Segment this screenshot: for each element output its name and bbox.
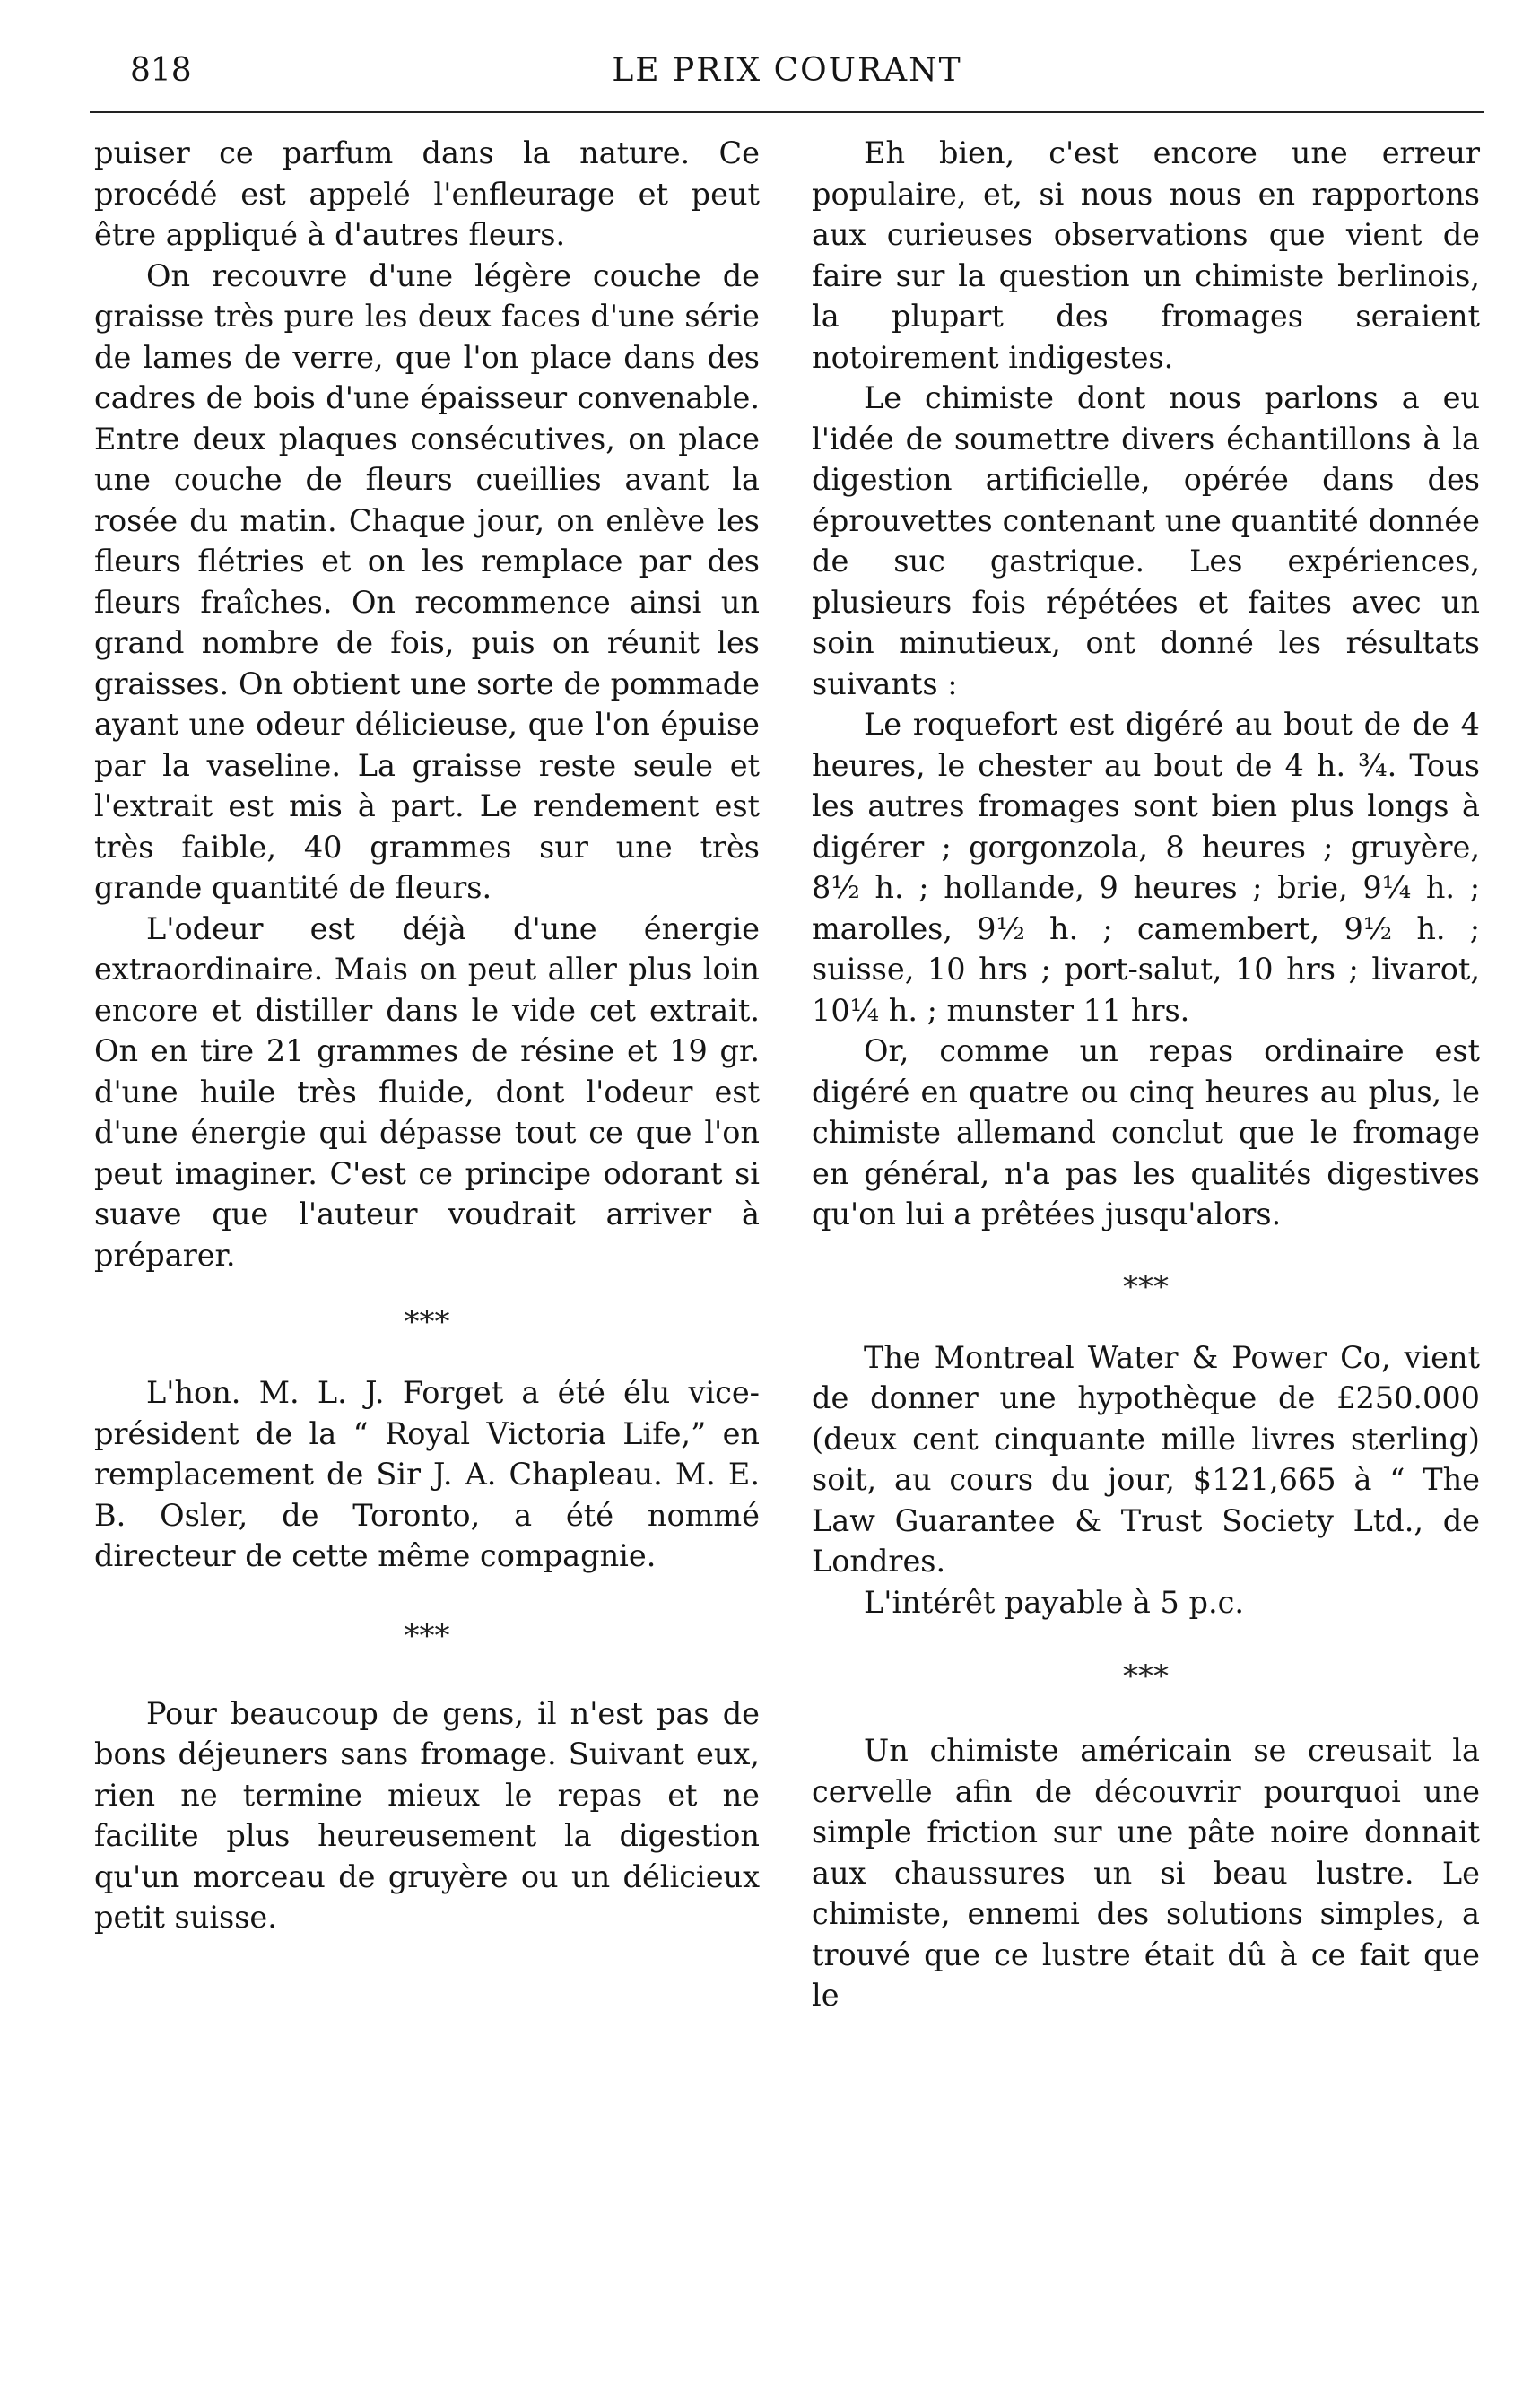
separator-stars: *** bbox=[404, 1617, 450, 1654]
left-paragraph-5: Pour beaucoup de gens, il n'est pas de bons déjeuners sans fromage. Suivant eux, rien ne termine mieux le repas et ne facilite plus heureusement la digestion qu'un morceau de gruyère ou un délicieux petit suisse. bbox=[94, 1695, 760, 1935]
page-header bbox=[90, 47, 1484, 90]
right-paragraph-7: Un chimiste américain se creusait la cervelle afin de découvrir pourquoi une simple friction sur une pâte noire donnait aux chaussures un si beau lustre. Le chimiste, ennemi des solutions simples, a trouvé que ce lustre était dû à ce fait que le bbox=[812, 1733, 1480, 2013]
left-paragraph-1: puiser ce parfum dans la nature. Ce procédé est appelé l'enfleurage et peut être appliqué à d'autres fleurs. bbox=[94, 135, 760, 252]
section-separator bbox=[812, 1658, 1480, 1694]
right-column bbox=[812, 133, 1480, 2016]
right-paragraph-4: Or, comme un repas ordinaire est digéré en quatre ou cinq heures au plus, le chimiste allemand conclut que le fromage en général, n'a pas les qualités digestives qu'on lui a prêtées jusqu'alors. bbox=[812, 1033, 1480, 1231]
section-separator bbox=[94, 1304, 760, 1340]
left-paragraph-3: L'odeur est déjà d'une énergie extraordinaire. Mais on peut aller plus loin encore et distiller dans le vide cet extrait. On en tire 21 grammes de résine et 19 gr. d'une huile très fluide, dont l'odeur est d'une énergie qui dépasse tout ce que l'on peut imaginer. C'est ce principe odorant si suave que l'auteur voudrait arriver à préparer. bbox=[94, 910, 760, 1273]
separator-stars: *** bbox=[404, 1304, 450, 1340]
header-rule bbox=[90, 111, 1484, 113]
right-paragraph-5: The Montreal Water & Power Co, vient de donner une hypothèque de £250.000 (deux cent cinquante mille livres sterling) soit, au cours du jour, $121,665 à “ The Law Guarantee & Trust Society Ltd., de Londres. bbox=[812, 1339, 1480, 1579]
running-title: LE PRIX COURANT bbox=[612, 52, 962, 89]
left-paragraph-4: L'hon. M. L. J. Forget a été élu vice-président de la “ Royal Victoria Life,” en remplacement de Sir J. A. Chapleau. M. E. B. Osler, de Toronto, a été nommé directeur de cette même compagnie. bbox=[94, 1375, 760, 1573]
separator-stars: *** bbox=[1123, 1658, 1169, 1694]
left-column bbox=[94, 133, 760, 1938]
right-paragraph-6: L'intérêt payable à 5 p.c. bbox=[864, 1584, 1245, 1620]
section-separator bbox=[812, 1269, 1480, 1305]
right-paragraph-2: Le chimiste dont nous parlons a eu l'idée de soumettre divers échantillons à la digestion artificielle, opérée dans des éprouvettes contenant une quantité donnée de suc gastrique. Les expériences, plusieurs fois répétées et faites avec un soin minutieux, ont donné les résultats suivants : bbox=[812, 380, 1480, 701]
right-paragraph-3: Le roquefort est digéré au bout de de 4 heures, le chester au bout de 4 h. ¾. Tous les autres fromages sont bien plus longs à digérer ; gorgonzola, 8 heures ; gruyère, 8½ h. ; hollande, 9 heures ; brie, 9¼ h. ; marolles, 9½ h. ; camembert, 9½ h. ; suisse, 10 hrs ; port-salut, 10 hrs ; livarot, 10¼ h. ; munster 11 hrs. bbox=[812, 707, 1480, 1028]
separator-stars: *** bbox=[1123, 1268, 1169, 1305]
page-number: 818 bbox=[130, 52, 192, 89]
section-separator bbox=[94, 1618, 760, 1654]
right-paragraph-1: Eh bien, c'est encore une erreur populaire, et, si nous nous en rapportons aux curieuses observations que vient de faire sur la question un chimiste berlinois, la plupart des fromages seraient notoirement indigestes. bbox=[812, 135, 1480, 375]
left-paragraph-2: On recouvre d'une légère couche de graisse très pure les deux faces d'une série de lames de verre, que l'on place dans des cadres de bois d'une épaisseur convenable. Entre deux plaques consécutives, on place une couche de fleurs cueillies avant la rosée du matin. Chaque jour, on enlève les fleurs flétries et on les remplace par des fleurs fraîches. On recommence ainsi un grand nombre de fois, puis on réunit les graisses. On obtient une sorte de pommade ayant une odeur délicieuse, que l'on épuise par la vaseline. La graisse reste seule et l'extrait est mis à part. Le rendement est très faible, 40 grammes sur une très grande quantité de fleurs. bbox=[94, 257, 760, 905]
